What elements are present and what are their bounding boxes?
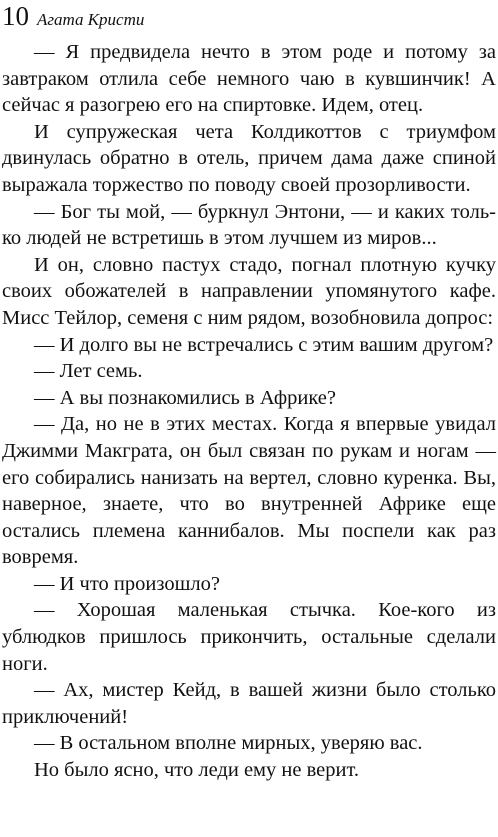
paragraph: — Хорошая маленькая стычка. Кое-кого из ублюдков пришлось прикончить, остальные сделали ноги. [2, 599, 496, 675]
book-author: Агата Кристи [37, 10, 145, 29]
paragraph: — А вы познакомились в Африке? [34, 386, 336, 409]
paragraph: — В остальном вполне мирных, уверяю вас. [34, 732, 423, 755]
running-head [2, 0, 144, 32]
paragraph: — Ах, мистер Кейд, в вашей жизни было столько приключений! [2, 679, 496, 728]
paragraph: — Бог ты мой, — буркнул Энтони, — и каких только людей не встретишь в этом лучшем из миров... [2, 200, 496, 250]
paragraph: — И что произошло? [34, 572, 220, 595]
paragraph: — И долго вы не встречались с этим вашим другом? [34, 333, 494, 356]
paragraph: Но было ясно, что леди ему не верит. [34, 759, 360, 782]
paragraph: — Лет семь. [34, 360, 143, 383]
page-number: 10 [2, 1, 29, 31]
paragraph: И он, словно пастух стадо, погнал плотную кучку своих обожателей в направлении упомянутого кафе. Мисс Тейлор, семеня с ним рядом, возобновила допрос: [2, 253, 496, 329]
paragraph: — Да, но не в этих местах. Когда я впервые увидал Джимми Макграта, он был связан по рукам и ногам — его собирались нанизать на вертел, словно куренка. Вы, наверное, знаете, что во внутренней Африке еще остались племена каннибалов. Мы поспели как раз вовремя. [2, 413, 496, 569]
body-text [2, 39, 496, 784]
paragraph: — Я предвидела нечто в этом роде и потому за завтраком отлила себе немного чаю в кувшинчик! А сейчас я разогрею его на спиртовке. Идем, отец. [2, 41, 496, 117]
paragraph: И супружеская чета Колдикоттов с триумфом двинулась обратно в отель, причем дама даже спиной выражала торжество по поводу своей прозорливости. [2, 120, 496, 196]
